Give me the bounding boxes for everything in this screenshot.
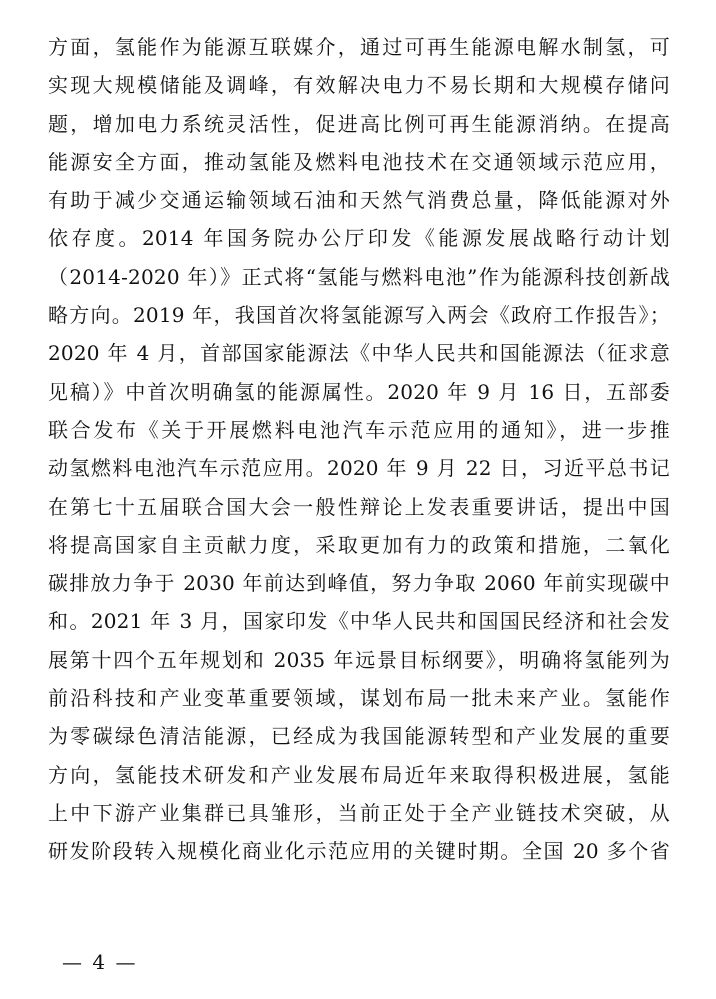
text-line: 略方向。2019 年，我国首次将氢能源写入两会《政府工作报告》； bbox=[48, 303, 670, 328]
text-line: 碳排放力争于 2030 年前达到峰值，努力争取 2060 年前实现碳中 bbox=[48, 571, 670, 596]
text-line: 和。2021 年 3 月，国家印发《中华人民共和国国民经济和社会发 bbox=[48, 609, 670, 634]
text-line: 题，增加电力系统灵活性，促进高比例可再生能源消纳。在提高 bbox=[48, 111, 670, 136]
page-number: — 4 — bbox=[62, 950, 138, 974]
text-line: 上中下游产业集群已具雏形，当前正处于全产业链技术突破，从 bbox=[48, 800, 670, 825]
text-line: 有助于减少交通运输领域石油和天然气消费总量，降低能源对外 bbox=[48, 188, 670, 213]
text-line: 联合发布《关于开展燃料电池汽车示范应用的通知》，进一步推 bbox=[48, 417, 670, 442]
text-line: 见稿）》中首次明确氢的能源属性。2020 年 9 月 16 日，五部委 bbox=[48, 379, 670, 404]
text-line: 2020 年 4 月，首部国家能源法《中华人民共和国能源法（征求意 bbox=[48, 341, 670, 366]
text-line: 将提高国家自主贡献力度，采取更加有力的政策和措施，二氧化 bbox=[48, 532, 670, 557]
text-line: 实现大规模储能及调峰，有效解决电力不易长期和大规模存储问 bbox=[48, 73, 670, 98]
text-line: 能源安全方面，推动氢能及燃料电池技术在交通领域示范应用， bbox=[48, 149, 670, 174]
text-line: 前沿科技和产业变革重要领域，谋划布局一批未来产业。氢能作 bbox=[48, 686, 670, 711]
text-line: 为零碳绿色清洁能源，已经成为我国能源转型和产业发展的重要 bbox=[48, 724, 670, 749]
text-line: 展第十四个五年规划和 2035 年远景目标纲要》，明确将氢能列为 bbox=[48, 647, 670, 672]
text-line: 方向，氢能技术研发和产业发展布局近年来取得积极进展，氢能 bbox=[48, 762, 670, 787]
text-line: 研发阶段转入规模化商业化示范应用的关键时期。全国 20 多个省 bbox=[48, 839, 670, 864]
text-line: 动氢燃料电池汽车示范应用。2020 年 9 月 22 日，习近平总书记 bbox=[48, 456, 670, 481]
body-paragraph bbox=[48, 28, 670, 871]
text-line: 在第七十五届联合国大会一般性辩论上发表重要讲话，提出中国 bbox=[48, 494, 670, 519]
text-line: （2014-2020 年）》正式将“氢能与燃料电池”作为能源科技创新战 bbox=[48, 264, 670, 289]
text-line: 依存度。2014 年国务院办公厅印发《能源发展战略行动计划 bbox=[48, 226, 670, 251]
text-line: 方面，氢能作为能源互联媒介，通过可再生能源电解水制氢，可 bbox=[48, 35, 670, 59]
